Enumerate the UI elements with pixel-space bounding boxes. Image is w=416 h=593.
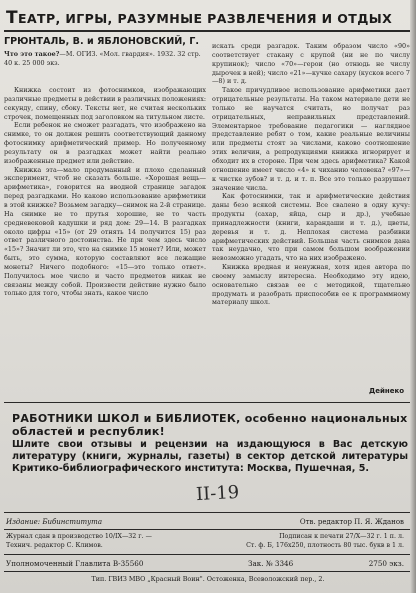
header-title: ЕАТР, ИГРЫ, РАЗУМНЫЕ РАЗВЛЕЧЕНИЯ И ОТДЫХ <box>18 11 393 26</box>
review-right-column <box>212 42 410 307</box>
imprint-rule-mid <box>4 529 410 530</box>
imprint-line: Журнал сдан в производство 10/IX—32 г. — <box>6 533 152 540</box>
review-paragraph: Книжка состоит из фотоснимков, изображающих различные предметы в действии в различных положениях: секунду, спину, сбоку. Тексты нет, не считая нескольких строчек, помещенных под заголовком на титульном листе. <box>4 86 206 121</box>
review-left-column <box>4 86 206 298</box>
bibliography-details: —М. ОГИЗ. «Мол. гвардия». 1932. 32 стр. 40 к. 25 000 экз. <box>4 50 201 67</box>
review-paragraph: Книжка вредная и ненужная, хотя идея автора по своему замыслу интересна. Необходимо эту идею, основательно связав ее с методикой, тщательно продумать и разобрать приспособив ее к программному материалу школ. <box>212 263 410 307</box>
editor-line: Отв. редактор П. Я. Жданов <box>299 518 404 526</box>
print-run: 2750 экз. <box>368 559 404 568</box>
publisher-line: Издание: Бибинститута <box>6 518 102 526</box>
appeal-body: Шлите свои отзывы и рецензии на издающуюся в Вас детскую литературу (книги, журналы, газеты) в сектор детской литературы Критико-библиографического института: Москва, Пушечная, 5. <box>12 439 408 474</box>
reviewer-signature: Дейнеко <box>368 387 404 395</box>
imprint-left <box>6 533 152 550</box>
bibliographic-entry <box>4 50 206 68</box>
printer-line: Тип. ГВИЗ МВО „Красный Воин". Остоженка, Всеволожский пер., 2. <box>91 575 325 583</box>
book-title: Что это такое? <box>4 50 60 58</box>
appeal-rule <box>4 402 410 403</box>
appeal-title: РАБОТНИКИ ШКОЛ и БИБЛИОТЕК, особенно национальных областей и республик! <box>12 412 408 438</box>
imprint-line: Ст. ф. Б, 176x250, плотность 80 тыс. букв в 1 л. <box>246 541 404 549</box>
order-number: Зак. № 3346 <box>248 559 294 568</box>
page-edge-shadow <box>410 0 416 593</box>
imprint-line: Технич. редактор С. Климов. <box>6 541 103 549</box>
footer-rule <box>4 571 410 572</box>
review-paragraph: Такое причудливое использование арифметики дает отрицательные результаты. На таком материале дети не только не научатся считать, но получат раз отрицательных, неправильных представлений. Элементарное требование педагогики — наглядное представление ребят о том, какие реальные величины или предметы стоят за числами, каково соотношение этих величин, а репродукциями книжка игнорирует и обходит их в стороне. При чем здесь арифметика? Какой отношение имеет число «4» к чиханию человека? «97»—к чистке зубов? и т. д. и т. п. Все это только разрушает значение числа. <box>212 86 410 192</box>
handwritten-mark: II-19 <box>195 481 240 506</box>
review-paragraph: Как фотоснимки, так и арифметические действия даны безо всякой системы. Все свалено в одну кучу: продукты (сахар, яйца, сыр и др.), учебные принадлежности (книги, карандаши и т. д.), цветы, деревья и т. д. Неплохая система разбивки арифметических действий. Большая часть снимков дана так неудачно, что при самом большом воображении невозможно угадать, что на них изображено. <box>212 192 410 263</box>
review-authors: ГРЮНТАЛЬ, В. и ЯБЛОНОВСКИЙ, Г. <box>4 36 200 47</box>
authority-number: Уполномоченный Главлита В-35560 <box>6 559 144 568</box>
imprint-rule-top <box>4 512 410 513</box>
header-initial: Т <box>6 8 18 28</box>
review-paragraph: Если ребенок не сможет разгадать, что изображено на снимке, то он должен решить соответствующий данному фотоснимку арифметический пример. Но полученному результату он в разгадках может найти реально изображенные предмет или действие. <box>4 121 206 165</box>
review-paragraph: Книжка эта—мало продуманный и плохо сделанный эксперимент, чтоб не сказать больше. «Хорошая вещь—арифметика», говорится на вводной странице загадок перед разгадками. Но каково использование арифметики в этой книжке? Возьмем загадку—снимок на 2-й странице. На снимке не то прутья хорошие, не то часть средневековой кадушки и ряд дом: 29—14. В разгадках около цифры «15» (от 29 отнять 14 получится 15) раз ответ различного достоинства. Не при чем здесь число «15»? Значит ли это, что на снимке 15 монет? Или, может быть, это сумма, которую составляют все лежащие монеты? Ничего подобного: «15—это только ответ». Получилось мое число и часто предметов никак не связаны между собой. Произвести действие нужно было только для того, чтобы знать, какое число <box>4 165 206 298</box>
imprint-rule-bottom <box>4 554 410 555</box>
imprint-line: Подписан к печати 27/X—32 г. 1 п. л. <box>279 533 404 540</box>
header-rule <box>4 30 410 32</box>
section-header <box>6 8 393 28</box>
imprint-right <box>246 533 404 550</box>
review-paragraph: искать среди разгадок. Таким образом число «90» соответствует стакану с крупой (ни не по числу крупинок); число «70»—герои (но отнюдь не числу дырочек в ней); число «21»—кучке сахару (кусков всего 7—8) и т. д. <box>212 42 410 86</box>
